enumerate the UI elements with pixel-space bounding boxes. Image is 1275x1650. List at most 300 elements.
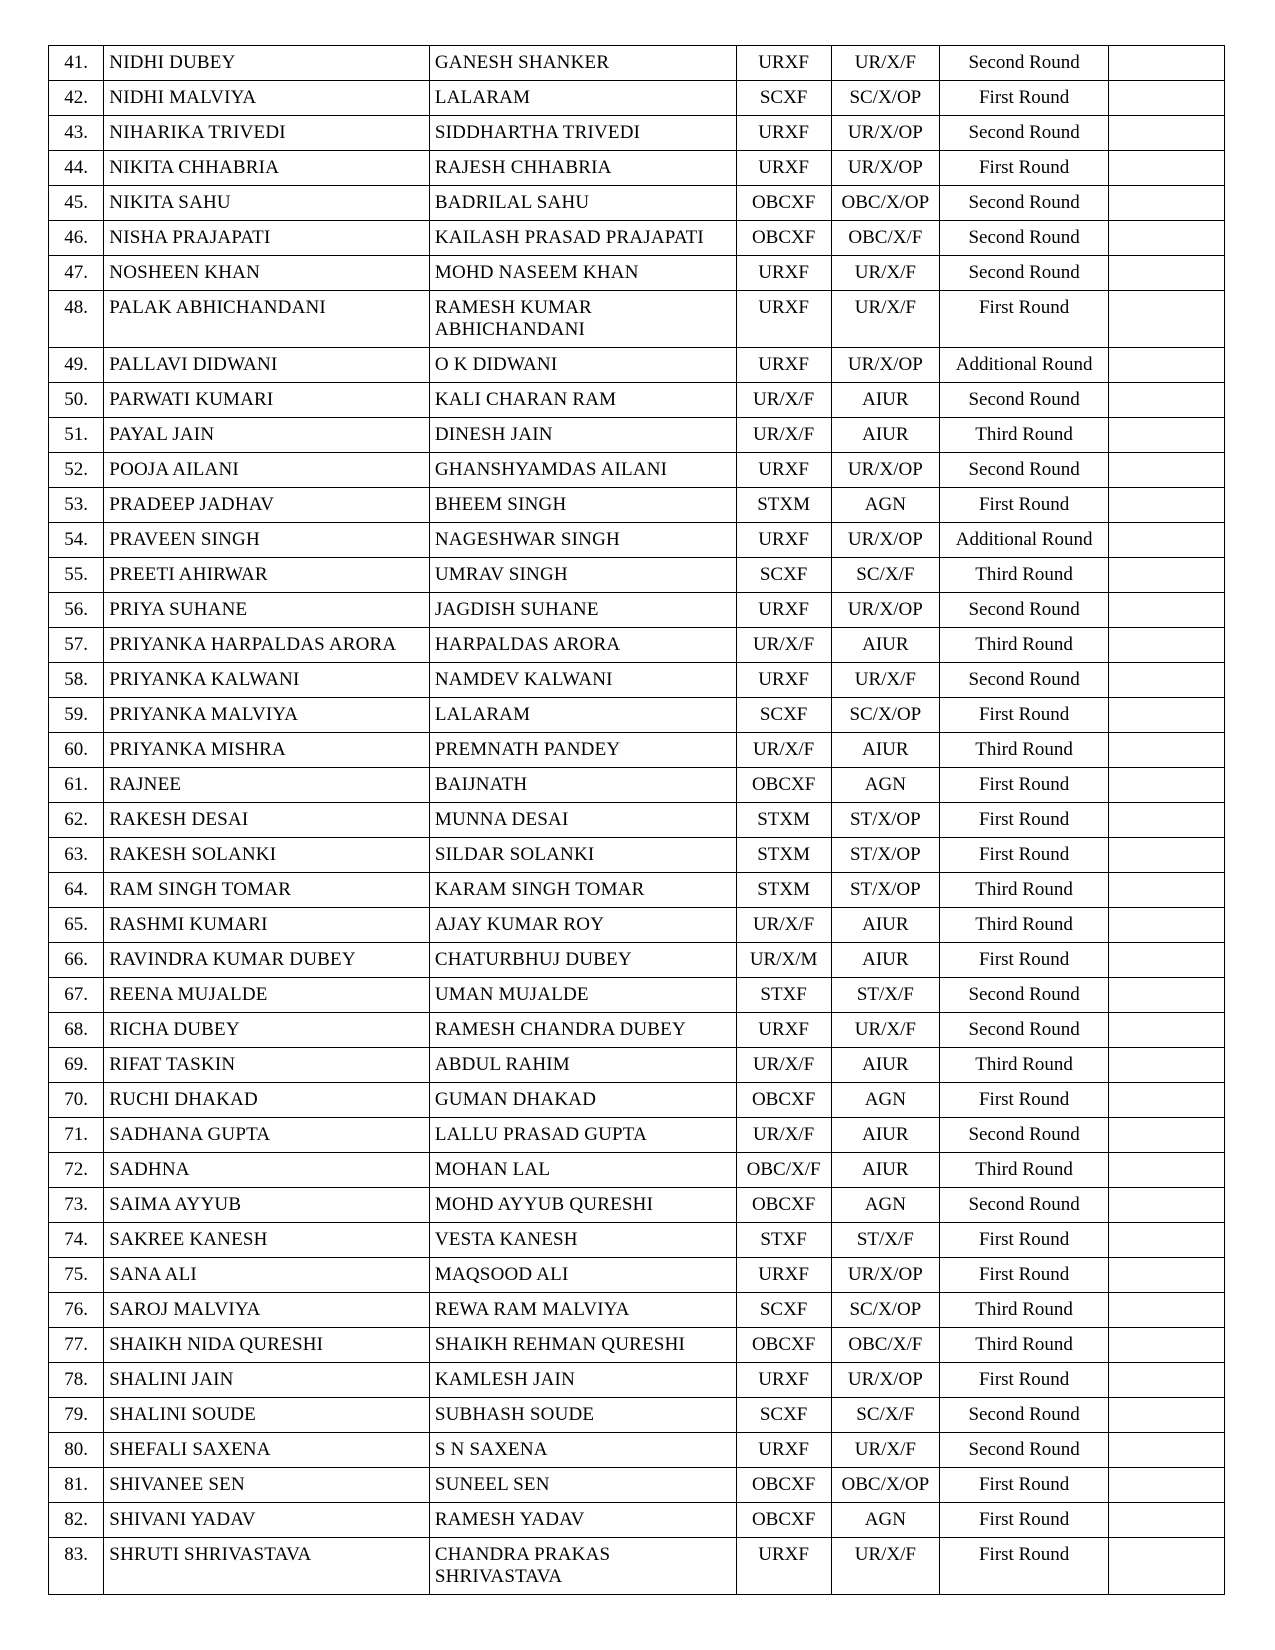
allotted-category-cell: UR/X/OP	[831, 1363, 940, 1398]
remark-cell	[1109, 1293, 1225, 1328]
table-row	[49, 221, 1225, 256]
category-cell: UR/X/F	[736, 1048, 831, 1083]
serial-number-cell: 73.	[49, 1188, 104, 1223]
candidate-name-cell: NOSHEEN KHAN	[104, 256, 430, 291]
allotted-category-cell: AIUR	[831, 733, 940, 768]
allotted-category-cell: AIUR	[831, 1153, 940, 1188]
candidate-name-cell: RUCHI DHAKAD	[104, 1083, 430, 1118]
candidate-name-cell: RAJNEE	[104, 768, 430, 803]
round-cell: Second Round	[940, 978, 1109, 1013]
remark-cell	[1109, 1503, 1225, 1538]
serial-number-cell: 54.	[49, 523, 104, 558]
table-row	[49, 1013, 1225, 1048]
table-row	[49, 698, 1225, 733]
category-cell: URXF	[736, 1013, 831, 1048]
round-cell: Second Round	[940, 46, 1109, 81]
remark-cell	[1109, 1433, 1225, 1468]
candidate-name-cell: NIDHI DUBEY	[104, 46, 430, 81]
table-row	[49, 768, 1225, 803]
serial-number-cell: 41.	[49, 46, 104, 81]
round-cell: Third Round	[940, 1328, 1109, 1363]
allotted-category-cell: UR/X/OP	[831, 151, 940, 186]
serial-number-cell: 58.	[49, 663, 104, 698]
category-cell: UR/X/F	[736, 418, 831, 453]
father-name-cell: VESTA KANESH	[429, 1223, 736, 1258]
round-cell: First Round	[940, 768, 1109, 803]
candidate-name-cell: SADHANA GUPTA	[104, 1118, 430, 1153]
allotted-category-cell: SC/X/OP	[831, 81, 940, 116]
candidate-name-cell: PRADEEP JADHAV	[104, 488, 430, 523]
remark-cell	[1109, 1083, 1225, 1118]
round-cell: First Round	[940, 1538, 1109, 1595]
serial-number-cell: 61.	[49, 768, 104, 803]
category-cell: OBCXF	[736, 221, 831, 256]
table-row	[49, 1083, 1225, 1118]
remark-cell	[1109, 628, 1225, 663]
serial-number-cell: 69.	[49, 1048, 104, 1083]
father-name-cell: RAMESH YADAV	[429, 1503, 736, 1538]
father-name-cell: KAMLESH JAIN	[429, 1363, 736, 1398]
allotted-category-cell: UR/X/OP	[831, 116, 940, 151]
table-row	[49, 81, 1225, 116]
table-row	[49, 116, 1225, 151]
father-name-cell: ABDUL RAHIM	[429, 1048, 736, 1083]
father-name-cell: UMRAV SINGH	[429, 558, 736, 593]
allotted-category-cell: UR/X/OP	[831, 593, 940, 628]
candidate-name-cell: PRIYA SUHANE	[104, 593, 430, 628]
remark-cell	[1109, 1328, 1225, 1363]
category-cell: URXF	[736, 1538, 831, 1595]
candidate-name-cell: NIKITA CHHABRIA	[104, 151, 430, 186]
candidate-name-cell: SAIMA AYYUB	[104, 1188, 430, 1223]
candidate-name-cell: SAKREE KANESH	[104, 1223, 430, 1258]
serial-number-cell: 71.	[49, 1118, 104, 1153]
allotted-category-cell: OBC/X/OP	[831, 1468, 940, 1503]
allotment-table	[48, 45, 1225, 1595]
serial-number-cell: 77.	[49, 1328, 104, 1363]
category-cell: URXF	[736, 291, 831, 348]
candidate-name-cell: RASHMI KUMARI	[104, 908, 430, 943]
table-body	[49, 46, 1225, 1595]
category-cell: SCXF	[736, 1398, 831, 1433]
candidate-name-cell: RAM SINGH TOMAR	[104, 873, 430, 908]
allotted-category-cell: ST/X/OP	[831, 873, 940, 908]
round-cell: Second Round	[940, 663, 1109, 698]
father-name-cell: UMAN MUJALDE	[429, 978, 736, 1013]
table-row	[49, 348, 1225, 383]
father-name-cell: RAJESH CHHABRIA	[429, 151, 736, 186]
allotted-category-cell: ST/X/F	[831, 978, 940, 1013]
father-name-cell: GANESH SHANKER	[429, 46, 736, 81]
serial-number-cell: 70.	[49, 1083, 104, 1118]
round-cell: Second Round	[940, 383, 1109, 418]
remark-cell	[1109, 488, 1225, 523]
allotted-category-cell: UR/X/F	[831, 46, 940, 81]
table-row	[49, 383, 1225, 418]
category-cell: OBCXF	[736, 1328, 831, 1363]
serial-number-cell: 57.	[49, 628, 104, 663]
candidate-name-cell: NISHA PRAJAPATI	[104, 221, 430, 256]
category-cell: STXM	[736, 488, 831, 523]
father-name-cell: JAGDISH SUHANE	[429, 593, 736, 628]
remark-cell	[1109, 593, 1225, 628]
category-cell: UR/X/M	[736, 943, 831, 978]
serial-number-cell: 67.	[49, 978, 104, 1013]
round-cell: Third Round	[940, 418, 1109, 453]
serial-number-cell: 55.	[49, 558, 104, 593]
table-row	[49, 1538, 1225, 1595]
remark-cell	[1109, 1013, 1225, 1048]
table-row	[49, 1328, 1225, 1363]
serial-number-cell: 82.	[49, 1503, 104, 1538]
round-cell: First Round	[940, 838, 1109, 873]
remark-cell	[1109, 733, 1225, 768]
candidate-name-cell: RIFAT TASKIN	[104, 1048, 430, 1083]
father-name-cell: CHATURBHUJ DUBEY	[429, 943, 736, 978]
round-cell: First Round	[940, 698, 1109, 733]
serial-number-cell: 46.	[49, 221, 104, 256]
allotted-category-cell: AGN	[831, 488, 940, 523]
category-cell: STXM	[736, 803, 831, 838]
allotted-category-cell: SC/X/F	[831, 1398, 940, 1433]
serial-number-cell: 75.	[49, 1258, 104, 1293]
candidate-name-cell: SANA ALI	[104, 1258, 430, 1293]
table-row	[49, 186, 1225, 221]
table-row	[49, 978, 1225, 1013]
round-cell: Second Round	[940, 1118, 1109, 1153]
category-cell: OBCXF	[736, 768, 831, 803]
round-cell: First Round	[940, 1258, 1109, 1293]
table-row	[49, 873, 1225, 908]
round-cell: Second Round	[940, 1188, 1109, 1223]
table-row	[49, 558, 1225, 593]
table-row	[49, 1048, 1225, 1083]
father-name-cell: MUNNA DESAI	[429, 803, 736, 838]
category-cell: OBCXF	[736, 186, 831, 221]
category-cell: SCXF	[736, 81, 831, 116]
remark-cell	[1109, 1363, 1225, 1398]
allotted-category-cell: AIUR	[831, 943, 940, 978]
remark-cell	[1109, 523, 1225, 558]
round-cell: Additional Round	[940, 523, 1109, 558]
father-name-cell: GHANSHYAMDAS AILANI	[429, 453, 736, 488]
remark-cell	[1109, 1188, 1225, 1223]
father-name-cell: KARAM SINGH TOMAR	[429, 873, 736, 908]
remark-cell	[1109, 46, 1225, 81]
remark-cell	[1109, 558, 1225, 593]
father-name-cell: HARPALDAS ARORA	[429, 628, 736, 663]
remark-cell	[1109, 1258, 1225, 1293]
round-cell: Third Round	[940, 908, 1109, 943]
serial-number-cell: 62.	[49, 803, 104, 838]
round-cell: First Round	[940, 1468, 1109, 1503]
serial-number-cell: 66.	[49, 943, 104, 978]
round-cell: Third Round	[940, 733, 1109, 768]
table-row	[49, 628, 1225, 663]
category-cell: URXF	[736, 1433, 831, 1468]
serial-number-cell: 53.	[49, 488, 104, 523]
allotted-category-cell: OBC/X/OP	[831, 186, 940, 221]
father-name-cell: REWA RAM MALVIYA	[429, 1293, 736, 1328]
allotted-category-cell: UR/X/F	[831, 1433, 940, 1468]
category-cell: OBCXF	[736, 1083, 831, 1118]
candidate-name-cell: POOJA AILANI	[104, 453, 430, 488]
category-cell: SCXF	[736, 698, 831, 733]
round-cell: First Round	[940, 1083, 1109, 1118]
category-cell: STXF	[736, 1223, 831, 1258]
table-row	[49, 1188, 1225, 1223]
father-name-cell: LALLU PRASAD GUPTA	[429, 1118, 736, 1153]
round-cell: First Round	[940, 943, 1109, 978]
round-cell: First Round	[940, 151, 1109, 186]
serial-number-cell: 47.	[49, 256, 104, 291]
allotted-category-cell: UR/X/OP	[831, 348, 940, 383]
allotted-category-cell: AGN	[831, 1083, 940, 1118]
serial-number-cell: 52.	[49, 453, 104, 488]
serial-number-cell: 60.	[49, 733, 104, 768]
round-cell: Third Round	[940, 1293, 1109, 1328]
father-name-cell: O K DIDWANI	[429, 348, 736, 383]
category-cell: STXF	[736, 978, 831, 1013]
category-cell: URXF	[736, 453, 831, 488]
table-row	[49, 1363, 1225, 1398]
remark-cell	[1109, 1398, 1225, 1433]
serial-number-cell: 43.	[49, 116, 104, 151]
candidate-name-cell: PALAK ABHICHANDANI	[104, 291, 430, 348]
candidate-name-cell: RAKESH SOLANKI	[104, 838, 430, 873]
allotted-category-cell: ST/X/OP	[831, 803, 940, 838]
table-row	[49, 1293, 1225, 1328]
remark-cell	[1109, 1118, 1225, 1153]
father-name-cell: AJAY KUMAR ROY	[429, 908, 736, 943]
round-cell: First Round	[940, 81, 1109, 116]
allotted-category-cell: UR/X/F	[831, 663, 940, 698]
father-name-cell: BAIJNATH	[429, 768, 736, 803]
remark-cell	[1109, 81, 1225, 116]
candidate-name-cell: SHAIKH NIDA QURESHI	[104, 1328, 430, 1363]
candidate-name-cell: SHALINI JAIN	[104, 1363, 430, 1398]
allotted-category-cell: AGN	[831, 1503, 940, 1538]
remark-cell	[1109, 1538, 1225, 1595]
category-cell: URXF	[736, 46, 831, 81]
remark-cell	[1109, 698, 1225, 733]
candidate-name-cell: PARWATI KUMARI	[104, 383, 430, 418]
candidate-name-cell: SHEFALI SAXENA	[104, 1433, 430, 1468]
category-cell: URXF	[736, 256, 831, 291]
candidate-name-cell: PRIYANKA KALWANI	[104, 663, 430, 698]
serial-number-cell: 48.	[49, 291, 104, 348]
serial-number-cell: 59.	[49, 698, 104, 733]
father-name-cell: RAMESH CHANDRA DUBEY	[429, 1013, 736, 1048]
category-cell: STXM	[736, 838, 831, 873]
candidate-name-cell: PRAVEEN SINGH	[104, 523, 430, 558]
table-row	[49, 1153, 1225, 1188]
round-cell: First Round	[940, 488, 1109, 523]
allotted-category-cell: AIUR	[831, 908, 940, 943]
round-cell: Second Round	[940, 221, 1109, 256]
father-name-cell: RAMESH KUMAR ABHICHANDANI	[429, 291, 736, 348]
father-name-cell: NAMDEV KALWANI	[429, 663, 736, 698]
remark-cell	[1109, 221, 1225, 256]
category-cell: STXM	[736, 873, 831, 908]
father-name-cell: LALARAM	[429, 81, 736, 116]
serial-number-cell: 49.	[49, 348, 104, 383]
table-row	[49, 418, 1225, 453]
category-cell: OBCXF	[736, 1468, 831, 1503]
remark-cell	[1109, 803, 1225, 838]
allotted-category-cell: UR/X/F	[831, 256, 940, 291]
table-row	[49, 46, 1225, 81]
round-cell: Third Round	[940, 1048, 1109, 1083]
category-cell: UR/X/F	[736, 908, 831, 943]
serial-number-cell: 74.	[49, 1223, 104, 1258]
category-cell: OBCXF	[736, 1188, 831, 1223]
candidate-name-cell: PALLAVI DIDWANI	[104, 348, 430, 383]
serial-number-cell: 64.	[49, 873, 104, 908]
candidate-name-cell: PRIYANKA HARPALDAS ARORA	[104, 628, 430, 663]
round-cell: Third Round	[940, 873, 1109, 908]
serial-number-cell: 83.	[49, 1538, 104, 1595]
allotted-category-cell: UR/X/F	[831, 1538, 940, 1595]
serial-number-cell: 51.	[49, 418, 104, 453]
category-cell: UR/X/F	[736, 733, 831, 768]
father-name-cell: SHAIKH REHMAN QURESHI	[429, 1328, 736, 1363]
remark-cell	[1109, 256, 1225, 291]
category-cell: URXF	[736, 593, 831, 628]
father-name-cell: KALI CHARAN RAM	[429, 383, 736, 418]
remark-cell	[1109, 418, 1225, 453]
allotted-category-cell: UR/X/F	[831, 1013, 940, 1048]
father-name-cell: SILDAR SOLANKI	[429, 838, 736, 873]
table-row	[49, 291, 1225, 348]
allotted-category-cell: UR/X/OP	[831, 1258, 940, 1293]
table-row	[49, 908, 1225, 943]
father-name-cell: MAQSOOD ALI	[429, 1258, 736, 1293]
round-cell: First Round	[940, 1223, 1109, 1258]
father-name-cell: MOHD NASEEM KHAN	[429, 256, 736, 291]
allotted-category-cell: SC/X/OP	[831, 1293, 940, 1328]
table-row	[49, 1118, 1225, 1153]
candidate-name-cell: RICHA DUBEY	[104, 1013, 430, 1048]
category-cell: OBCXF	[736, 1503, 831, 1538]
table-row	[49, 453, 1225, 488]
remark-cell	[1109, 908, 1225, 943]
allotted-category-cell: AIUR	[831, 1048, 940, 1083]
father-name-cell: GUMAN DHAKAD	[429, 1083, 736, 1118]
candidate-name-cell: NIHARIKA TRIVEDI	[104, 116, 430, 151]
father-name-cell: KAILASH PRASAD PRAJAPATI	[429, 221, 736, 256]
round-cell: First Round	[940, 1503, 1109, 1538]
table-row	[49, 593, 1225, 628]
father-name-cell: PREMNATH PANDEY	[429, 733, 736, 768]
category-cell: SCXF	[736, 558, 831, 593]
table-row	[49, 256, 1225, 291]
father-name-cell: SUNEEL SEN	[429, 1468, 736, 1503]
round-cell: Second Round	[940, 186, 1109, 221]
father-name-cell: CHANDRA PRAKAS SHRIVASTAVA	[429, 1538, 736, 1595]
father-name-cell: NAGESHWAR SINGH	[429, 523, 736, 558]
serial-number-cell: 42.	[49, 81, 104, 116]
serial-number-cell: 65.	[49, 908, 104, 943]
table-row	[49, 943, 1225, 978]
serial-number-cell: 50.	[49, 383, 104, 418]
serial-number-cell: 72.	[49, 1153, 104, 1188]
father-name-cell: MOHD AYYUB QURESHI	[429, 1188, 736, 1223]
remark-cell	[1109, 151, 1225, 186]
category-cell: SCXF	[736, 1293, 831, 1328]
round-cell: Second Round	[940, 256, 1109, 291]
table-row	[49, 523, 1225, 558]
allotted-category-cell: SC/X/OP	[831, 698, 940, 733]
round-cell: Third Round	[940, 558, 1109, 593]
remark-cell	[1109, 1223, 1225, 1258]
candidate-name-cell: SHRUTI SHRIVASTAVA	[104, 1538, 430, 1595]
allotted-category-cell: AIUR	[831, 418, 940, 453]
candidate-name-cell: REENA MUJALDE	[104, 978, 430, 1013]
remark-cell	[1109, 383, 1225, 418]
father-name-cell: SUBHASH SOUDE	[429, 1398, 736, 1433]
table-row	[49, 488, 1225, 523]
remark-cell	[1109, 1153, 1225, 1188]
allotted-category-cell: OBC/X/F	[831, 221, 940, 256]
candidate-name-cell: NIKITA SAHU	[104, 186, 430, 221]
remark-cell	[1109, 348, 1225, 383]
round-cell: Second Round	[940, 453, 1109, 488]
round-cell: Additional Round	[940, 348, 1109, 383]
allotted-category-cell: AGN	[831, 1188, 940, 1223]
allotted-category-cell: AIUR	[831, 383, 940, 418]
allotted-category-cell: UR/X/OP	[831, 523, 940, 558]
remark-cell	[1109, 978, 1225, 1013]
category-cell: UR/X/F	[736, 1118, 831, 1153]
round-cell: Third Round	[940, 628, 1109, 663]
remark-cell	[1109, 453, 1225, 488]
candidate-name-cell: RAVINDRA KUMAR DUBEY	[104, 943, 430, 978]
category-cell: URXF	[736, 151, 831, 186]
serial-number-cell: 79.	[49, 1398, 104, 1433]
table-row	[49, 803, 1225, 838]
candidate-name-cell: PREETI AHIRWAR	[104, 558, 430, 593]
serial-number-cell: 45.	[49, 186, 104, 221]
remark-cell	[1109, 838, 1225, 873]
father-name-cell: S N SAXENA	[429, 1433, 736, 1468]
round-cell: Second Round	[940, 1013, 1109, 1048]
father-name-cell: SIDDHARTHA TRIVEDI	[429, 116, 736, 151]
category-cell: URXF	[736, 663, 831, 698]
table-row	[49, 1468, 1225, 1503]
candidate-name-cell: NIDHI MALVIYA	[104, 81, 430, 116]
serial-number-cell: 76.	[49, 1293, 104, 1328]
candidate-name-cell: PAYAL JAIN	[104, 418, 430, 453]
category-cell: UR/X/F	[736, 628, 831, 663]
allotted-category-cell: ST/X/F	[831, 1223, 940, 1258]
father-name-cell: DINESH JAIN	[429, 418, 736, 453]
serial-number-cell: 63.	[49, 838, 104, 873]
allotted-category-cell: AIUR	[831, 1118, 940, 1153]
remark-cell	[1109, 768, 1225, 803]
candidate-name-cell: PRIYANKA MALVIYA	[104, 698, 430, 733]
serial-number-cell: 56.	[49, 593, 104, 628]
category-cell: UR/X/F	[736, 383, 831, 418]
table-row	[49, 733, 1225, 768]
round-cell: First Round	[940, 1363, 1109, 1398]
remark-cell	[1109, 1468, 1225, 1503]
father-name-cell: BADRILAL SAHU	[429, 186, 736, 221]
remark-cell	[1109, 291, 1225, 348]
allotted-category-cell: UR/X/OP	[831, 453, 940, 488]
father-name-cell: BHEEM SINGH	[429, 488, 736, 523]
round-cell: Second Round	[940, 1398, 1109, 1433]
